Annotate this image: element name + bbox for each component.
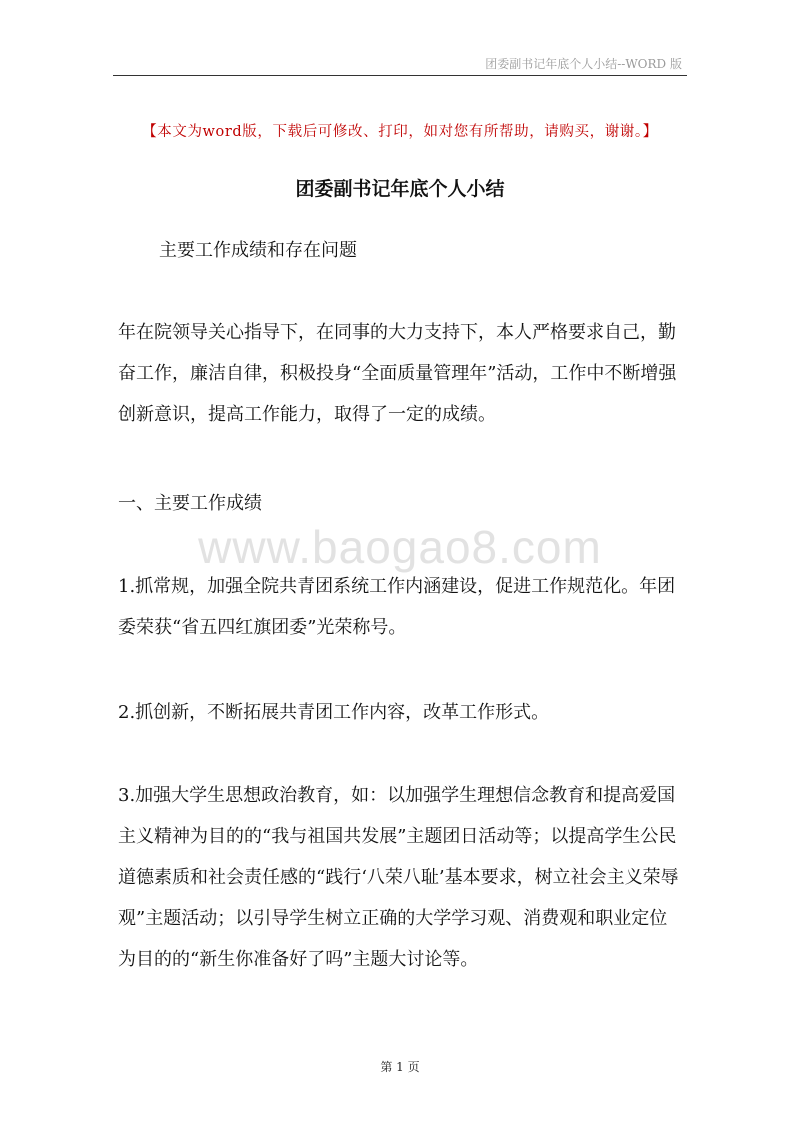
list-item-2: 2.抓创新，不断拓展共青团工作内容，改革工作形式。 <box>118 702 550 723</box>
purchase-notice: 【本文为word版，下载后可修改、打印，如对您有所帮助，请购买，谢谢。】 <box>142 124 658 140</box>
document-title: 团委副书记年底个人小结 <box>295 178 505 200</box>
watermark: www.baogao8.com <box>198 521 602 573</box>
section-subtitle: 主要工作成绩和存在问题 <box>159 240 357 261</box>
list-item-3: 3.加强大学生思想政治教育，如：以加强学生理想信念教育和提高爱国主义精神为目的的“我与祖国共发展”主题团日活动等；以提高学生公民道德素质和社会责任感的“践行‘八荣八耻’基本要求，树立社会主义荣辱观”主题活动；以引导学生树立正确的大学学习观、消费观和职业定位为目的的“新生你准备好了吗”主题大讨论等。 <box>118 785 679 970</box>
header-rule <box>113 75 687 76</box>
section-heading: 一、主要工作成绩 <box>118 493 262 514</box>
running-header: 团委副书记年底个人小结--WORD 版 <box>485 57 682 71</box>
intro-paragraph: 年在院领导关心指导下，在同事的大力支持下，本人严格要求自己，勤奋工作，廉洁自律，积极投身“全面质量管理年”活动，工作中不断增强创新意识，提高工作能力，取得了一定的成绩。 <box>118 322 677 425</box>
list-item-1: 1.抓常规，加强全院共青团系统工作内涵建设，促进工作规范化。年团委荣获“省五四红旗团委”光荣称号。 <box>118 576 676 638</box>
page-number: 第 1 页 <box>380 1060 420 1074</box>
